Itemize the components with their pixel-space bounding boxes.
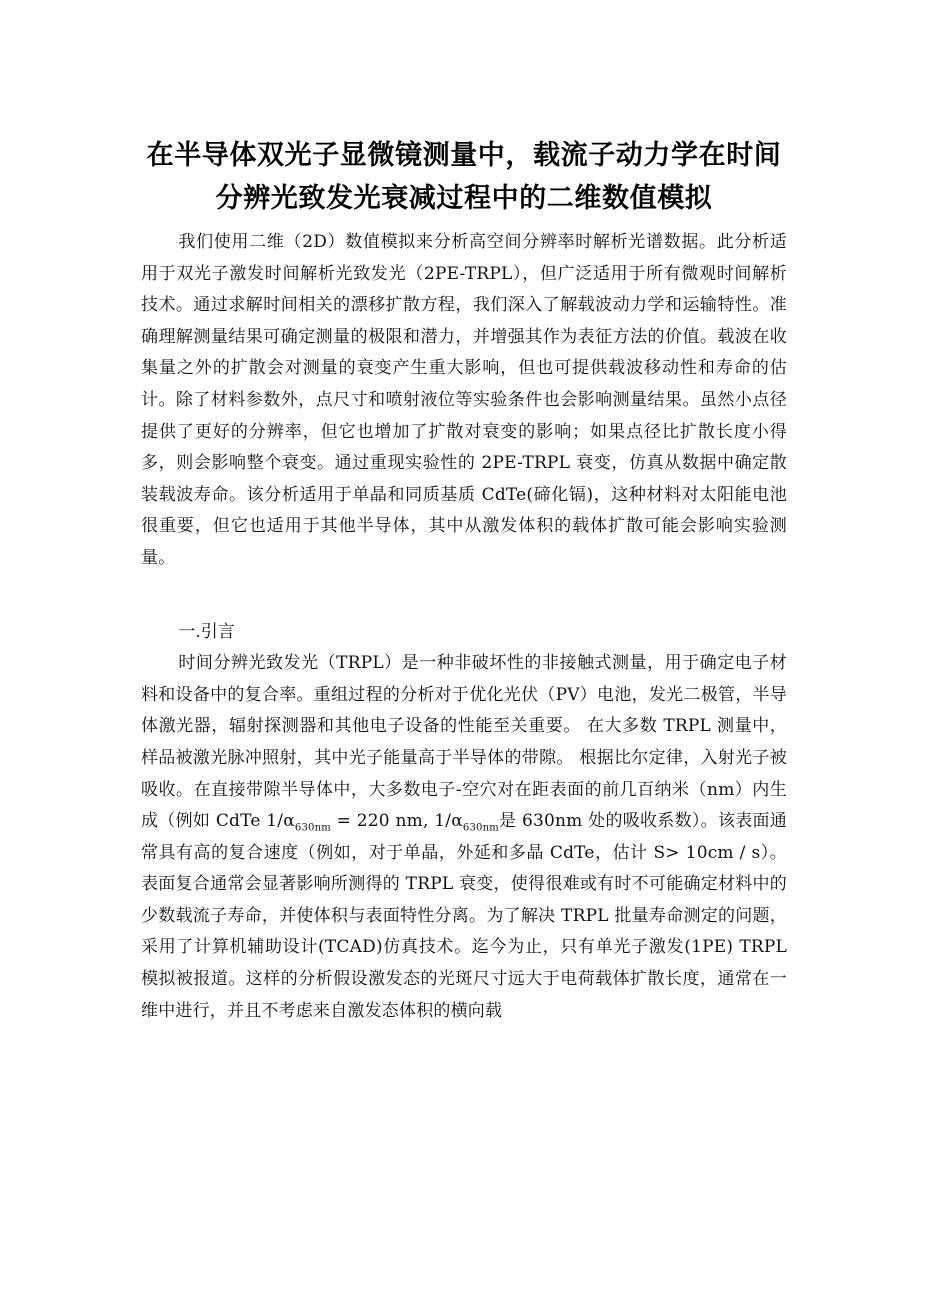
section-heading: 一.引言 [178, 621, 235, 642]
section-spacer [141, 575, 787, 617]
document-page [141, 134, 787, 1027]
document-title [141, 134, 787, 220]
introduction-paragraph [141, 648, 787, 1027]
abstract-paragraph: 我们使用二维（2D）数值模拟来分析高空间分辨率时解析光谱数据。此分析适用于双光子激发时间解析光致发光（2PE-TRPL），但广泛适用于所有微观时间解析技术。通过求解时间相关的漂移扩散方程，我们深入了解载波动力学和运输特性。准确理解测量结果可确定测量的极限和潜力，并增强其作为表征方法的价值。载波在收集量之外的扩散会对测量的衰变产生重大影响，但也可提供载波移动性和寿命的估计。除了材料参数外，点尺寸和喷射液位等实验条件也会影响测量结果。虽然小点径提供了更好的分辨率，但它也增加了扩散对衰变的影响；如果点径比扩散长度小得多，则会影响整个衰变。通过重现实验性的 2PE-TRPL 衰变，仿真从数据中确定散装载波寿命。该分析适用于单晶和同质基质 CdTe(碲化镉)，这种材料对太阳能电池很重要，但它也适用于其他半导体，其中从激发体积的载体扩散可能会影响实验测量。 [141, 232, 787, 568]
intro-text-part-3: 是 630nm 处的吸收系数）。该表面通常具有高的复合速度（例如，对于单晶，外延和多晶 CdTe，估计 S> 10cm / s）。表面复合通常会显著影响所测得的 TRPL 衰变，使得很难或有时不可能确定材料中的少数载流子寿命，并使体积与表面特性分离。为了解决 TRPL 批量寿命测定的问题，采用了计算机辅助设计(TCAD)仿真技术。迄今为止，只有单光子激发(1PE) TRPL 模拟被报道。这样的分析假设激发态的光斑尺寸远大于电荷载体扩散长度，通常在一维中进行，并且不考虑来自激发态体积的横向载 [141, 811, 788, 1021]
intro-text-part-2: = 220 nm, 1/α [330, 811, 463, 832]
intro-text-part-1: 时间分辨光致发光（TRPL）是一种非破坏性的非接触式测量，用于确定电子材料和设备中的复合率。重组过程的分析对于优化光伏（PV）电池，发光二极管，半导体激光器，辐射探测器和其他电子设备的性能至关重要。 在大多数 TRPL 测量中，样品被激光脉冲照射，其中光子能量高于半导体的带隙。 根据比尔定律，入射光子被吸收。在直接带隙半导体中，大多数电子-空穴对在距表面的前几百纳米（nm）内生成（例如 CdTe 1/α [141, 653, 787, 832]
alpha-subscript-2: 630nm [462, 822, 499, 834]
alpha-subscript-1: 630nm [294, 822, 331, 834]
title-line-1: 在半导体双光子显微镜测量中，载流子动力学在时间 [146, 140, 782, 171]
title-line-2: 分辨光致发光衰减过程中的二维数值模拟 [215, 183, 713, 214]
